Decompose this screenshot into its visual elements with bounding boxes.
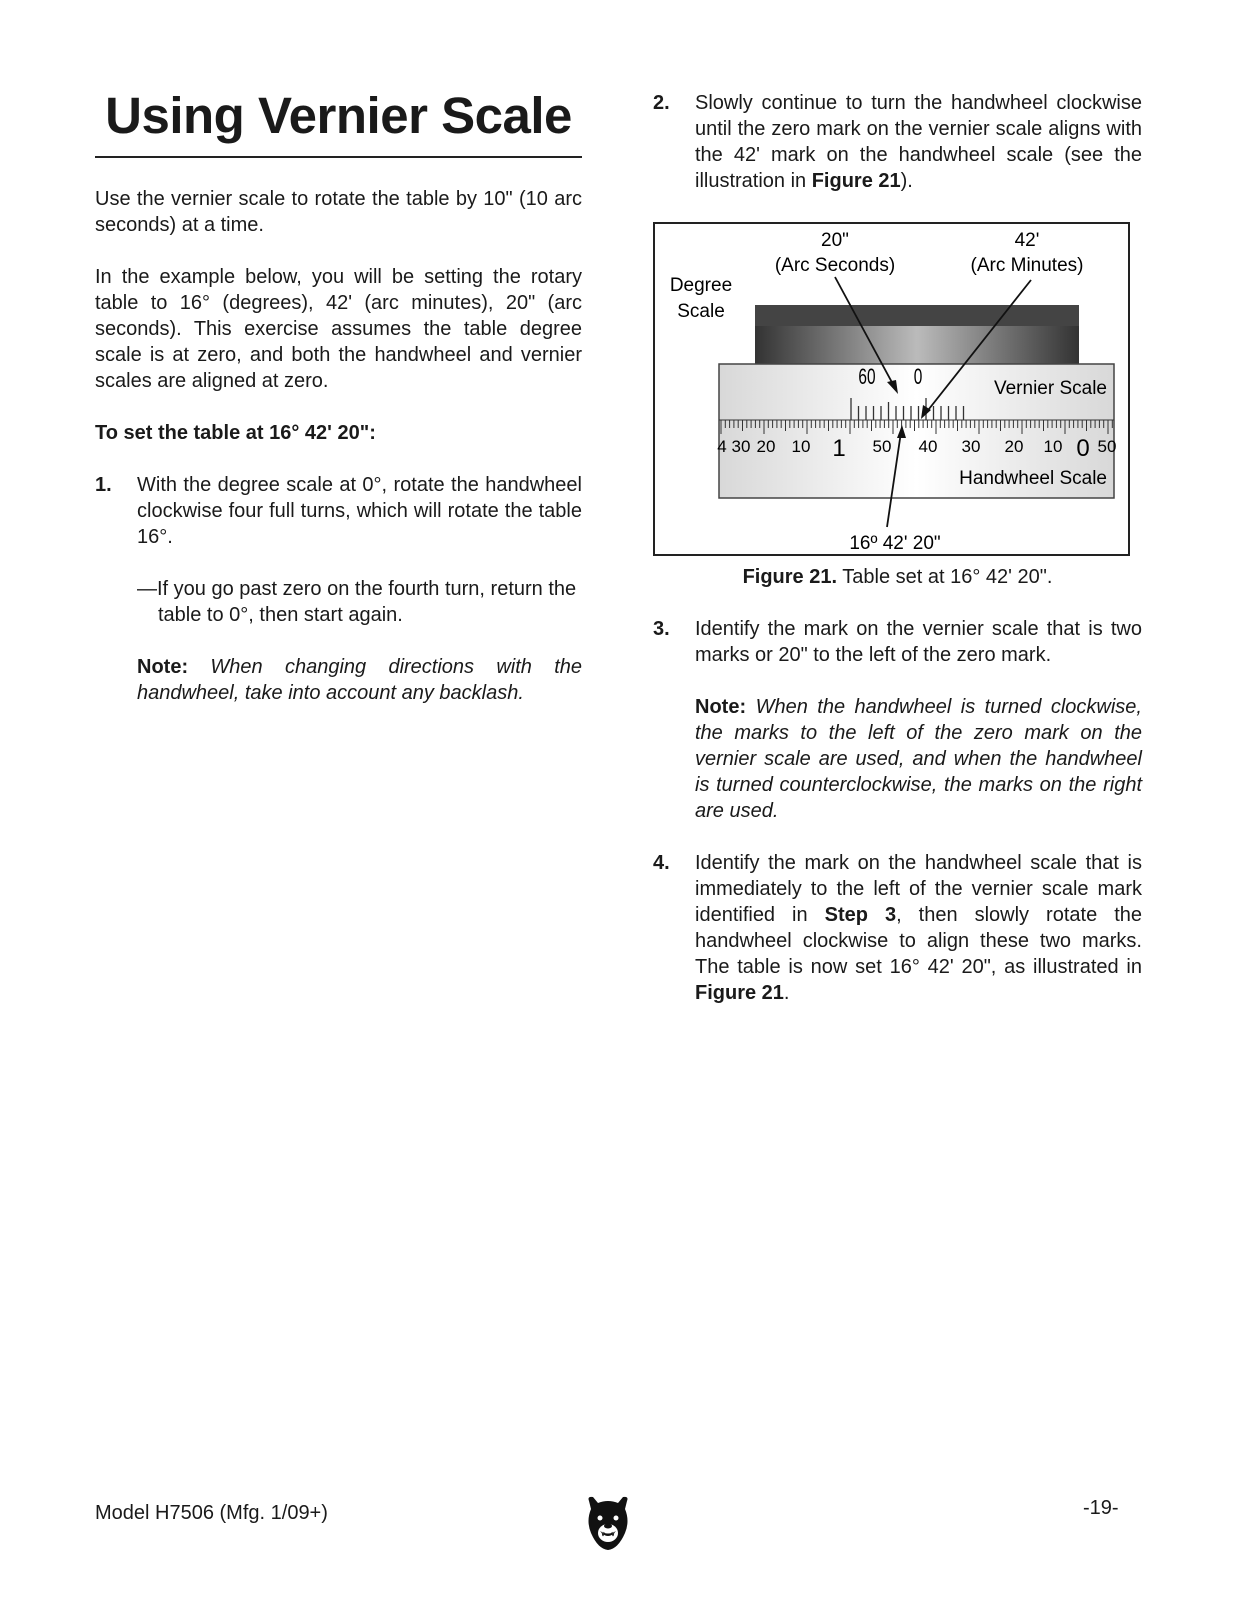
note-label: Note:: [695, 696, 747, 718]
arc-seconds-value: 20": [821, 230, 849, 251]
degree-band-top: [755, 305, 1079, 326]
left-column: [95, 86, 582, 706]
arc-minutes-value: 42': [1014, 230, 1040, 251]
step-4: [653, 850, 1142, 1006]
step-3-note: [695, 694, 1142, 824]
step-4-text-b: , then slowly rotate the handwheel clockwise to align these two marks. The table is now set 16° 42' 20", as illustrated in: [695, 904, 1142, 978]
step-1-text: With the degree scale at 0°, rotate the handwheel clockwise four full turns, which will rotate the table 16°.: [137, 474, 582, 548]
figure-ref: Figure 21: [811, 170, 901, 192]
step-2: [653, 90, 1142, 194]
hw-label: 4: [717, 437, 727, 456]
vernier-scale-label: Vernier Scale: [993, 378, 1107, 399]
step-2-number: 2.: [653, 92, 670, 114]
figure-ref: Figure 21: [695, 982, 784, 1004]
note-text: When the handwheel is turned clockwise, the marks to the left of the zero mark on the vernier scale are used, and when the handwheel is turned counterclockwise, the marks on the right are used.: [695, 696, 1142, 822]
step-1-number: 1.: [95, 474, 112, 496]
page-title: Using Vernier Scale: [105, 87, 572, 144]
example-paragraph: In the example below, you will be setting the rotary table to 16° (degrees), 42' (arc minutes), 20" (arc seconds). This exercise assumes the table degree scale is at zero, and both the handwheel and vernier scales are aligned at zero.: [95, 266, 582, 392]
step-3-number: 3.: [653, 618, 670, 640]
right-column: [653, 90, 1142, 1006]
vernier-60-label: 60: [858, 365, 876, 390]
hw-label: 30: [731, 437, 751, 456]
step-4-text: [695, 850, 1142, 1006]
hw-label: 0: [1076, 435, 1090, 462]
setting-label: 16º 42' 20": [849, 533, 941, 554]
bear-logo-icon: [585, 1495, 631, 1556]
arc-seconds-label: (Arc Seconds): [774, 255, 896, 276]
figure-21: [653, 222, 1130, 556]
subheading: To set the table at 16° 42' 20":: [95, 422, 376, 444]
degree-label-1: Degree: [669, 275, 733, 296]
hw-label: 20: [1004, 437, 1024, 456]
step-3: [653, 616, 1142, 824]
step-1-dash-note: —If you go past zero on the fourth turn, return the table to 0°, then start again.: [137, 578, 577, 626]
figure-caption: [653, 564, 1142, 590]
degree-band: [755, 326, 1079, 364]
handwheel-scale-label: Handwheel Scale: [959, 468, 1107, 489]
step-3-text: Identify the mark on the vernier scale that is two marks or 20" to the left of the zero mark.: [695, 618, 1142, 666]
hw-label: 20: [756, 437, 776, 456]
note-label: Note:: [137, 656, 189, 678]
step-4-text-a: Identify the mark on the handwheel scale that is immediately to the left of the vernier scale mark identified in: [695, 852, 1142, 926]
step-1-note: [95, 654, 582, 706]
arc-minutes-label: (Arc Minutes): [970, 255, 1084, 276]
step-2-text-b: ).: [900, 170, 913, 192]
intro-paragraph: Use the vernier scale to rotate the table by 10" (10 arc seconds) at a time.: [95, 188, 582, 236]
step-1: [95, 472, 582, 550]
step-4-number: 4.: [653, 852, 670, 874]
vernier-diagram: [655, 224, 1128, 554]
caption-text: Table set at 16° 42' 20".: [842, 566, 1053, 588]
step-4-text-c: .: [783, 982, 790, 1004]
step-2-text: [695, 90, 1142, 194]
footer-page-number: -19-: [1083, 1497, 1119, 1519]
hw-label: 50: [1097, 437, 1117, 456]
hw-label: 30: [961, 437, 981, 456]
vernier-0-label: 0: [913, 365, 923, 390]
hw-label: 10: [1043, 437, 1063, 456]
hw-label: 40: [918, 437, 938, 456]
hw-label: 1: [832, 435, 846, 462]
footer-model: Model H7506 (Mfg. 1/09+): [95, 1502, 328, 1524]
hw-label: 10: [791, 437, 811, 456]
step-2-text-a: Slowly continue to turn the handwheel clockwise until the zero mark on the vernier scale aligns with the 42' mark on the handwheel scale (see the illustration in: [695, 92, 1142, 192]
hw-label: 50: [872, 437, 892, 456]
degree-label-2: Scale: [677, 301, 725, 322]
step-ref: Step 3: [824, 904, 897, 926]
caption-label: Figure 21.: [742, 566, 838, 588]
note-text: When changing directions with the handwheel, take into account any backlash.: [137, 656, 583, 704]
